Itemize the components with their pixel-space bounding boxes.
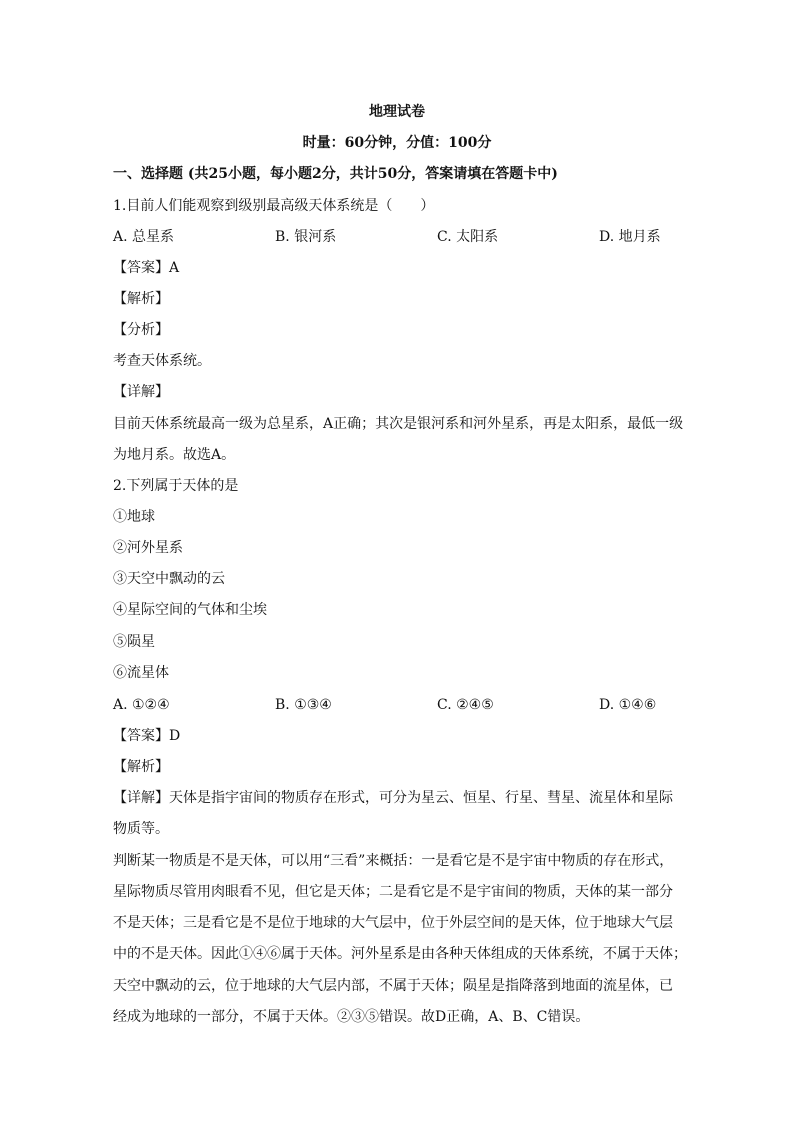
question-2-detail-line: 天空中飘动的云，位于地球的大气层内部，不属于天体；陨星是指降落到地面的流星体，已 xyxy=(113,978,673,994)
question-2-detail-line: 经成为地球的一部分，不属于天体。②③⑤错误。故D正确，A、B、C错误。 xyxy=(113,1009,590,1025)
question-1-detail-label: 【详解】 xyxy=(113,384,169,400)
question-2-option-a: A. ①②④ xyxy=(113,697,170,713)
question-1-analysis-label: 【解析】 xyxy=(113,291,169,307)
question-1-option-d: D. 地月系 xyxy=(599,229,661,245)
question-2-detail-line: 天体是指宇宙间的物质存在形式，可分为星云、恒星、行星、彗星、流星体和星际 xyxy=(169,790,673,806)
question-2-detail-label: 【详解】 xyxy=(113,790,169,806)
question-2-answer: 【答案】D xyxy=(113,728,181,744)
page-subtitle: 时量：60分钟，分值：100分 xyxy=(302,135,492,151)
question-2-option-b: B. ①③④ xyxy=(275,697,332,713)
question-2-item: ②河外星系 xyxy=(113,540,183,556)
question-1-options xyxy=(113,227,683,247)
question-1-option-c: C. 太阳系 xyxy=(437,229,499,245)
question-2-item: ①地球 xyxy=(113,509,155,525)
question-2-detail-line: 中的不是天体。因此①④⑥属于天体。河外星系是由各种天体组成的天体系统，不属于天体； xyxy=(113,946,687,962)
question-1-option-a: A. 总星系 xyxy=(113,229,175,245)
question-1-answer: 【答案】A xyxy=(113,260,180,276)
question-2-stem: 2.下列属于天体的是 xyxy=(113,478,239,494)
question-1-fenxi-label: 【分析】 xyxy=(113,322,169,338)
question-2-item: ③天空中飘动的云 xyxy=(113,571,225,587)
section-heading: 一、选择题 (共25小题，每小题2分，共计50分，答案请填在答题卡中) xyxy=(113,166,558,182)
question-2-item: ⑥流星体 xyxy=(113,665,169,681)
question-2-detail-line: 星际物质尽管用肉眼看不见，但它是天体；二是看它是不是宇宙间的物质，天体的某一部分 xyxy=(113,884,673,900)
question-2-item: ④星际空间的气体和尘埃 xyxy=(113,602,267,618)
question-2-item: ⑤陨星 xyxy=(113,634,155,650)
question-2-detail xyxy=(113,788,683,808)
question-2-analysis-label: 【解析】 xyxy=(113,759,169,775)
question-1-fenxi-text: 考查天体系统。 xyxy=(113,353,211,369)
question-1-detail-line: 目前天体系统最高一级为总星系，A正确；其次是银河系和河外星系，再是太阳系，最低一级 xyxy=(113,416,684,432)
question-2-detail-line: 物质等。 xyxy=(113,821,169,837)
question-1-stem: 1.目前人们能观察到级别最高级天体系统是（ ） xyxy=(113,198,435,214)
question-2-detail-line: 不是天体；三是看它是不是位于地球的大气层中，位于外层空间的是天体，位于地球大气层 xyxy=(113,915,673,931)
question-2-detail-line: 判断某一物质是不是天体，可以用“三看”来概括：一是看它是不是宇宙中物质的存在形式， xyxy=(113,853,674,869)
question-2-option-c: C. ②④⑤ xyxy=(437,697,494,713)
question-2-options xyxy=(113,695,683,715)
question-1-detail-line: 为地月系。故选A。 xyxy=(113,447,236,463)
question-1-option-b: B. 银河系 xyxy=(275,229,337,245)
question-2-option-d: D. ①④⑥ xyxy=(599,697,657,713)
page-title: 地理试卷 xyxy=(369,104,425,120)
